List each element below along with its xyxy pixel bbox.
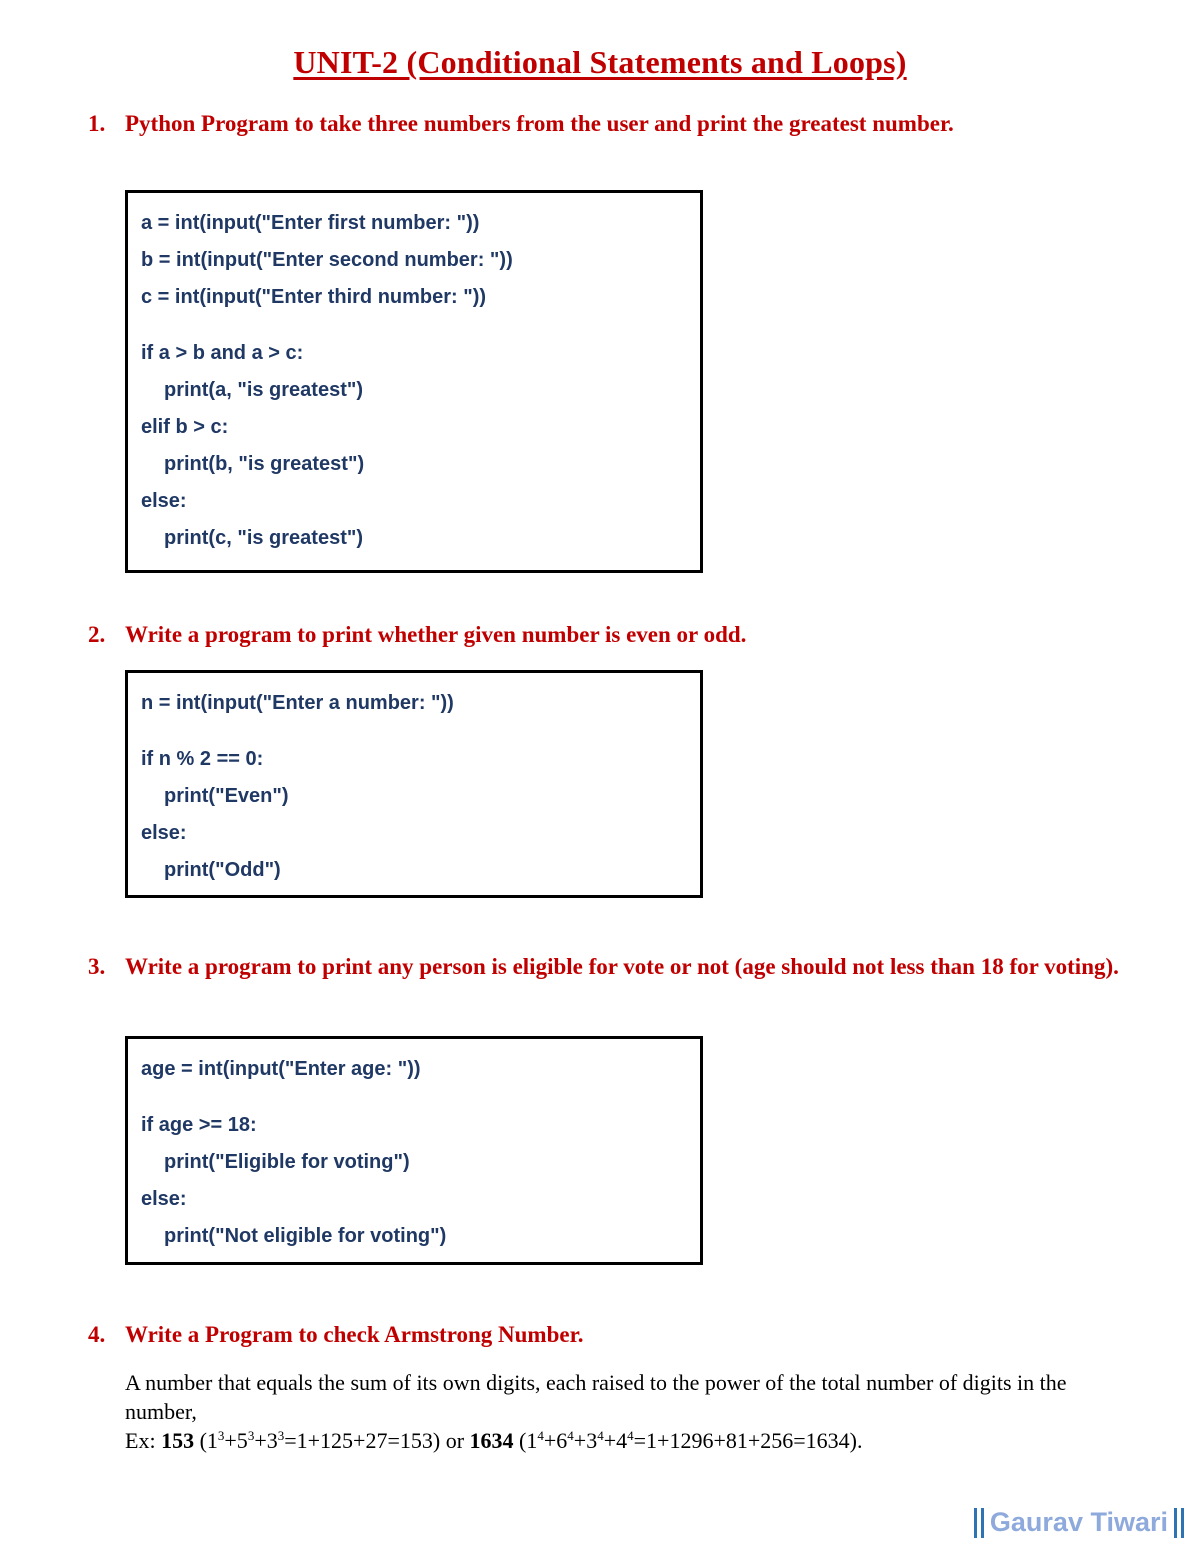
example-number: 153 bbox=[161, 1428, 195, 1453]
author-name: Gaurav Tiwari bbox=[989, 1507, 1168, 1537]
example-number: 1634 bbox=[469, 1428, 514, 1453]
question-number: 3. bbox=[88, 954, 106, 979]
code-line: c = int(input("Enter third number: ")) bbox=[141, 286, 487, 308]
armstrong-definition bbox=[125, 1368, 1135, 1455]
code-line: print("Not eligible for voting") bbox=[164, 1225, 447, 1247]
question-3 bbox=[88, 951, 1140, 983]
code-line: print("Odd") bbox=[164, 859, 281, 881]
code-line: print("Even") bbox=[164, 785, 289, 807]
divider bbox=[1181, 1508, 1184, 1538]
question-4 bbox=[88, 1319, 1140, 1351]
page-title: UNIT-2 (Conditional Statements and Loops) bbox=[293, 44, 907, 80]
code-line: print("Eligible for voting") bbox=[164, 1151, 410, 1173]
question-number: 4. bbox=[88, 1322, 106, 1347]
code-line: else: bbox=[141, 822, 187, 844]
divider bbox=[974, 1508, 977, 1538]
question-number: 1. bbox=[88, 111, 106, 136]
code-line: print(c, "is greatest") bbox=[164, 527, 364, 549]
question-text: Python Program to take three numbers from the user and print the greatest number. bbox=[125, 111, 954, 136]
question-text: Write a program to print whether given number is even or odd. bbox=[125, 622, 747, 647]
question-text: Write a program to print any person is eligible for vote or not (age should not less than 18 for voting). bbox=[125, 954, 1119, 979]
question-text: Write a Program to check Armstrong Number. bbox=[125, 1322, 584, 1347]
code-block-even-odd bbox=[125, 670, 703, 898]
code-line: else: bbox=[141, 1188, 187, 1210]
divider bbox=[1174, 1508, 1177, 1538]
code-line: n = int(input("Enter a number: ")) bbox=[141, 692, 454, 714]
code-block-greatest-number bbox=[125, 190, 703, 573]
code-line: age = int(input("Enter age: ")) bbox=[141, 1058, 421, 1080]
armstrong-examples: Ex: 153 $(1^3+5^3+3^3=1+125+27=153)$ or 1634 $(1^4+6^4+3^4+4^4=1+1296+81+256=1634)$. bbox=[125, 1428, 863, 1453]
question-number: 2. bbox=[88, 622, 106, 647]
code-line: b = int(input("Enter second number: ")) bbox=[141, 249, 513, 271]
code-line: a = int(input("Enter first number: ")) bbox=[141, 212, 480, 234]
code-line: elif b > c: bbox=[141, 416, 229, 438]
definition-text: A number that equals the sum of its own digits, each raised to the power of the total number of digits in the number, bbox=[125, 1370, 1067, 1424]
question-2 bbox=[88, 619, 1140, 651]
code-line: print(b, "is greatest") bbox=[164, 453, 365, 475]
code-line: if age >= 18: bbox=[141, 1114, 257, 1136]
code-line: print(a, "is greatest") bbox=[164, 379, 364, 401]
footer-author bbox=[972, 1507, 1186, 1538]
code-line: else: bbox=[141, 490, 187, 512]
code-line: if n % 2 == 0: bbox=[141, 748, 264, 770]
code-block-voting-eligibility bbox=[125, 1036, 703, 1265]
question-1 bbox=[88, 108, 1140, 140]
divider bbox=[981, 1508, 984, 1538]
code-line: if a > b and a > c: bbox=[141, 342, 304, 364]
